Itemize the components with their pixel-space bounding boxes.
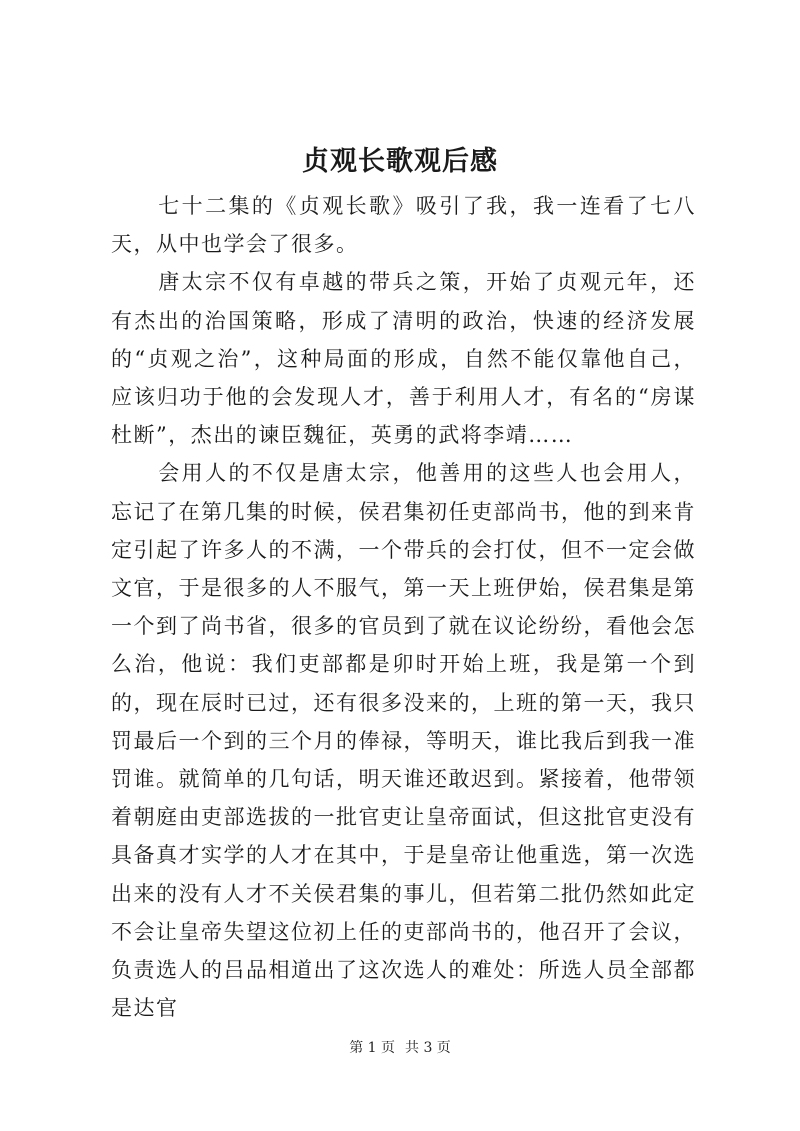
paragraph: 唐太宗不仅有卓越的带兵之策，开始了贞观元年，还有杰出的治国策略，形成了清明的政治，快速的经济发展的“贞观之治”，这种局面的形成，自然不能仅靠他自己，应该归功于他的会发现人才，善于利用人才，有名的“房谋杜断”，杰出的谏臣魏征，英勇的武将李靖…… [111, 270, 696, 448]
page-footer [0, 1038, 800, 1058]
page-total: 共 3 页 [405, 1040, 451, 1056]
document-title: 贞观长歌观后感 [302, 146, 498, 177]
document-body [111, 187, 696, 1027]
page-number: 第 1 页 [349, 1040, 395, 1056]
paragraph: 会用人的不仅是唐太宗，他善用的这些人也会用人，忘记了在第几集的时候，侯君集初任吏部尚书，他的到来肯定引起了许多人的不满，一个带兵的会打仗，但不一定会做文官，于是很多的人不服气，第一天上班伊始，侯君集是第一个到了尚书省，很多的官员到了就在议论纷纷，看他会怎么治，他说：我们吏部都是卯时开始上班，我是第一个到的，现在辰时已过，还有很多没来的，上班的第一天，我只罚最后一个到的三个月的俸禄，等明天，谁比我后到我一准罚谁。就简单的几句话，明天谁还敢迟到。紧接着，他带领着朝庭由吏部选拔的一批官吏让皇帝面试，但这批官吏没有具备真才实学的人才在其中，于是皇帝让他重选，第一次选出来的没有人才不关侯君集的事儿，但若第二批仍然如此定不会让皇帝失望这位初上任的吏部尚书的，他召开了会议，负责选人的吕品相道出了这次选人的难处：所选人员全部都是达官 [111, 461, 696, 1021]
paragraph: 七十二集的《贞观长歌》吸引了我，我一连看了七八天，从中也学会了很多。 [111, 194, 696, 257]
